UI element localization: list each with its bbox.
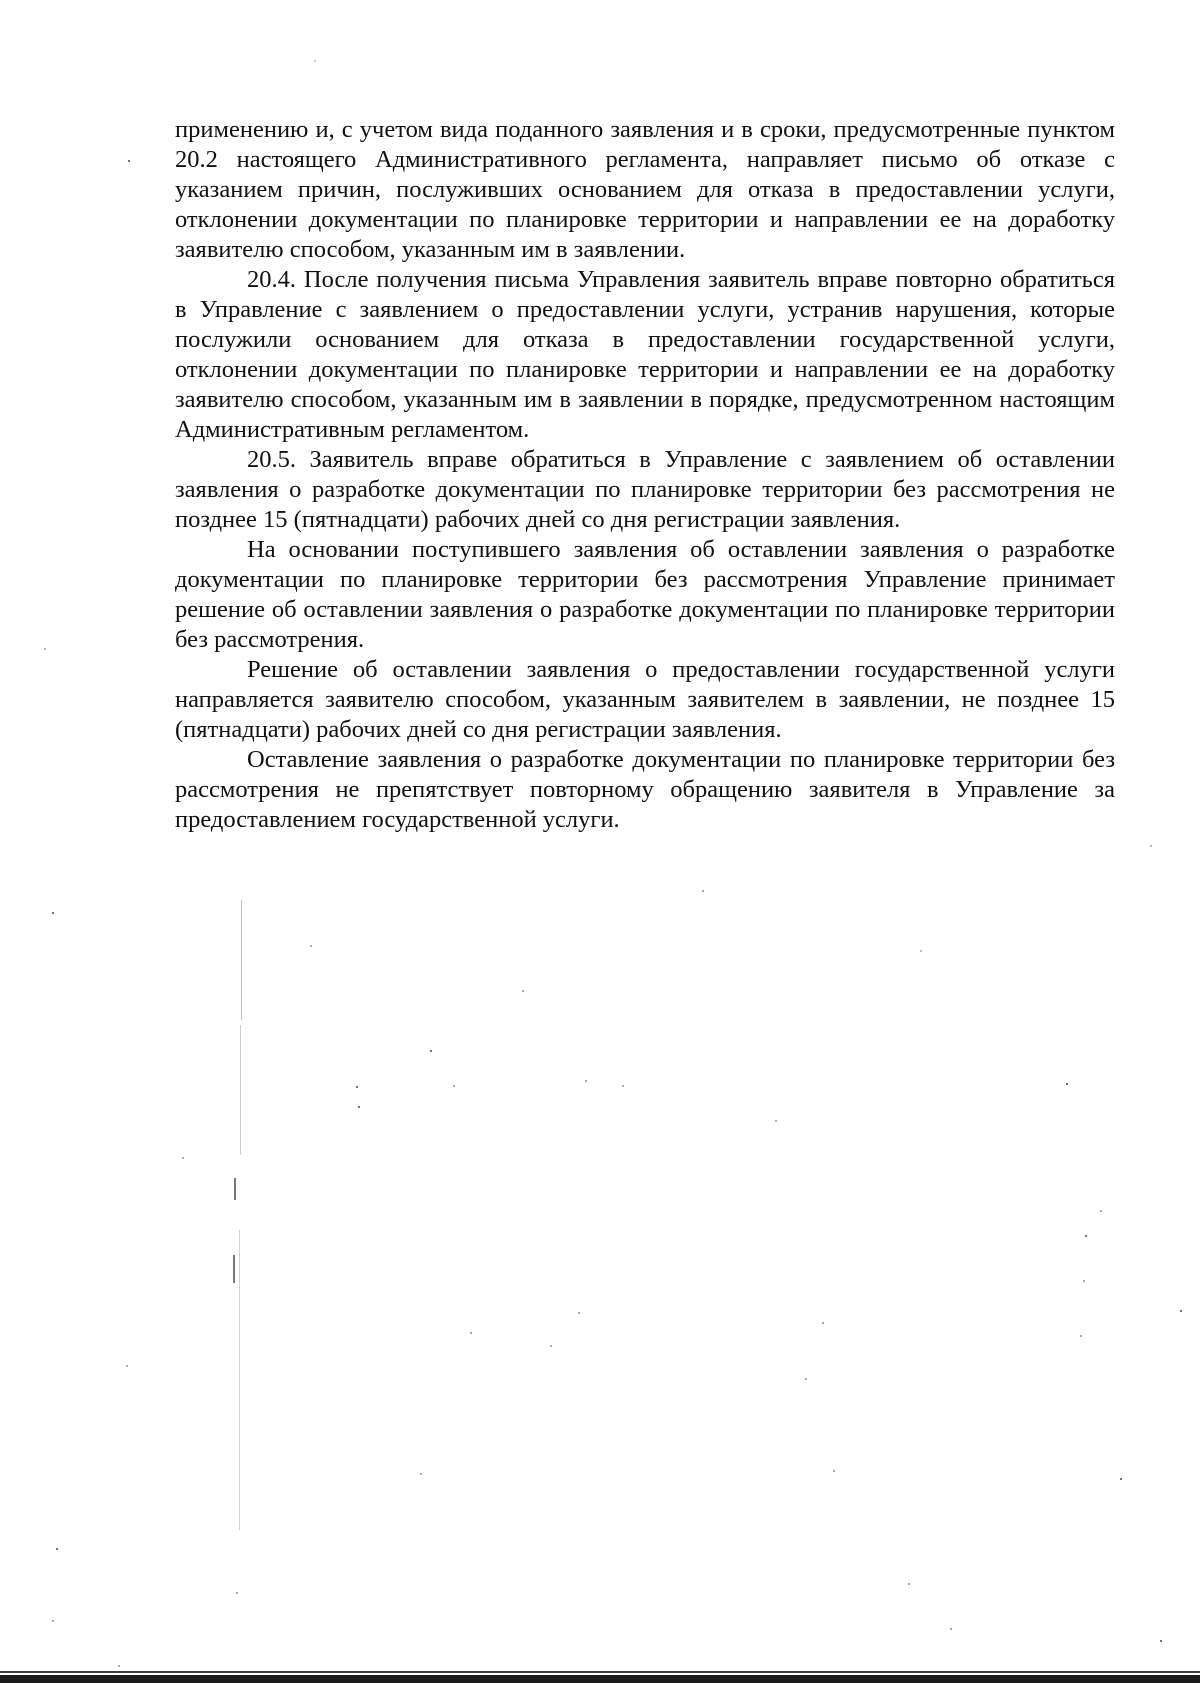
scan-speck <box>118 1665 120 1667</box>
scan-speck <box>1150 845 1152 847</box>
scan-speck <box>822 1322 824 1324</box>
scan-speck <box>470 1332 472 1334</box>
scan-speck <box>430 1050 432 1052</box>
scan-speck <box>358 1106 360 1108</box>
scan-artifact-line <box>241 900 242 1020</box>
scan-speck <box>356 1086 358 1088</box>
scan-speck <box>950 1628 952 1630</box>
scan-speck <box>1080 1335 1082 1337</box>
scan-speck <box>1066 1083 1068 1085</box>
scan-speck <box>1120 1478 1122 1480</box>
scan-speck <box>833 1470 835 1472</box>
scan-speck <box>585 1080 587 1082</box>
scan-bottom-edge-line <box>0 1671 1200 1673</box>
scan-artifact-line <box>233 1255 235 1283</box>
scan-speck <box>805 1378 807 1380</box>
paragraph-20-5: 20.5. Заявитель вправе обратиться в Управление с заявлением об оставлении заявления о разработке документации по планировке территории без рассмотрения не позднее 15 (пятнадцати) рабочих дней со дня регистрации заявления. <box>175 446 1115 533</box>
scan-speck <box>1083 1280 1085 1282</box>
scan-speck <box>182 1157 184 1159</box>
scan-artifact-line <box>240 1025 241 1155</box>
scan-speck <box>1180 1310 1182 1312</box>
paragraph-continuation: применению и, с учетом вида поданного заявления и в сроки, предусмотренные пунктом 20.2 настоящего Административного регламента, направляет письмо об отказе с указанием причин, послуживших основанием для отказа в предоставлении услуги, отклонении документации по планировке территории и направлении ее на доработку заявителю способом, указанным им в заявлении. <box>175 116 1115 263</box>
document-body <box>175 115 1115 835</box>
scan-speck <box>310 945 312 947</box>
scan-speck <box>908 1583 910 1585</box>
paragraph-decision-delivery: Решение об оставлении заявления о предоставлении государственной услуги направляется заявителю способом, указанным заявителем в заявлении, не позднее 15 (пятнадцати) рабочих дней со дня регистрации заявления. <box>175 656 1115 743</box>
scan-speck <box>453 1085 455 1087</box>
scan-speck <box>578 1312 580 1314</box>
scan-speck <box>52 1620 54 1622</box>
scan-speck <box>128 160 130 162</box>
scan-speck <box>1100 1210 1102 1212</box>
scan-speck <box>236 1592 238 1594</box>
scan-speck <box>52 912 54 914</box>
scan-speck <box>550 1345 552 1347</box>
scan-artifact-line <box>239 1230 240 1530</box>
scan-bottom-edge <box>0 1675 1200 1683</box>
scan-speck <box>44 648 46 650</box>
scan-speck <box>775 1120 777 1122</box>
scan-speck <box>314 60 316 62</box>
scan-speck <box>420 1473 422 1475</box>
scan-speck <box>1085 1235 1087 1237</box>
scan-artifact-line <box>234 1178 236 1200</box>
scan-speck <box>126 1365 128 1367</box>
scan-speck <box>920 950 922 952</box>
paragraph-no-obstacle: Оставление заявления о разработке документации по планировке территории без рассмотрения не препятствует повторному обращению заявителя в Управление за предоставлением государственной услуги. <box>175 746 1115 833</box>
scan-speck <box>56 1548 58 1550</box>
scan-speck <box>622 1085 624 1087</box>
scan-speck <box>702 890 704 892</box>
paragraph-20-4: 20.4. После получения письма Управления заявитель вправе повторно обратиться в Управление с заявлением о предоставлении услуги, устранив нарушения, которые послужили основанием для отказа в предоставлении государственной услуги, отклонении документации по планировке территории и направлении ее на доработку заявителю способом, указанным им в заявлении в порядке, предусмотренном настоящим Административным регламентом. <box>175 266 1115 443</box>
scan-speck <box>1160 1640 1162 1642</box>
paragraph-decision-basis: На основании поступившего заявления об оставлении заявления о разработке документации по планировке территории без рассмотрения Управление принимает решение об оставлении заявления о разработке документации по планировке территории без рассмотрения. <box>175 536 1115 653</box>
scan-speck <box>522 990 524 992</box>
